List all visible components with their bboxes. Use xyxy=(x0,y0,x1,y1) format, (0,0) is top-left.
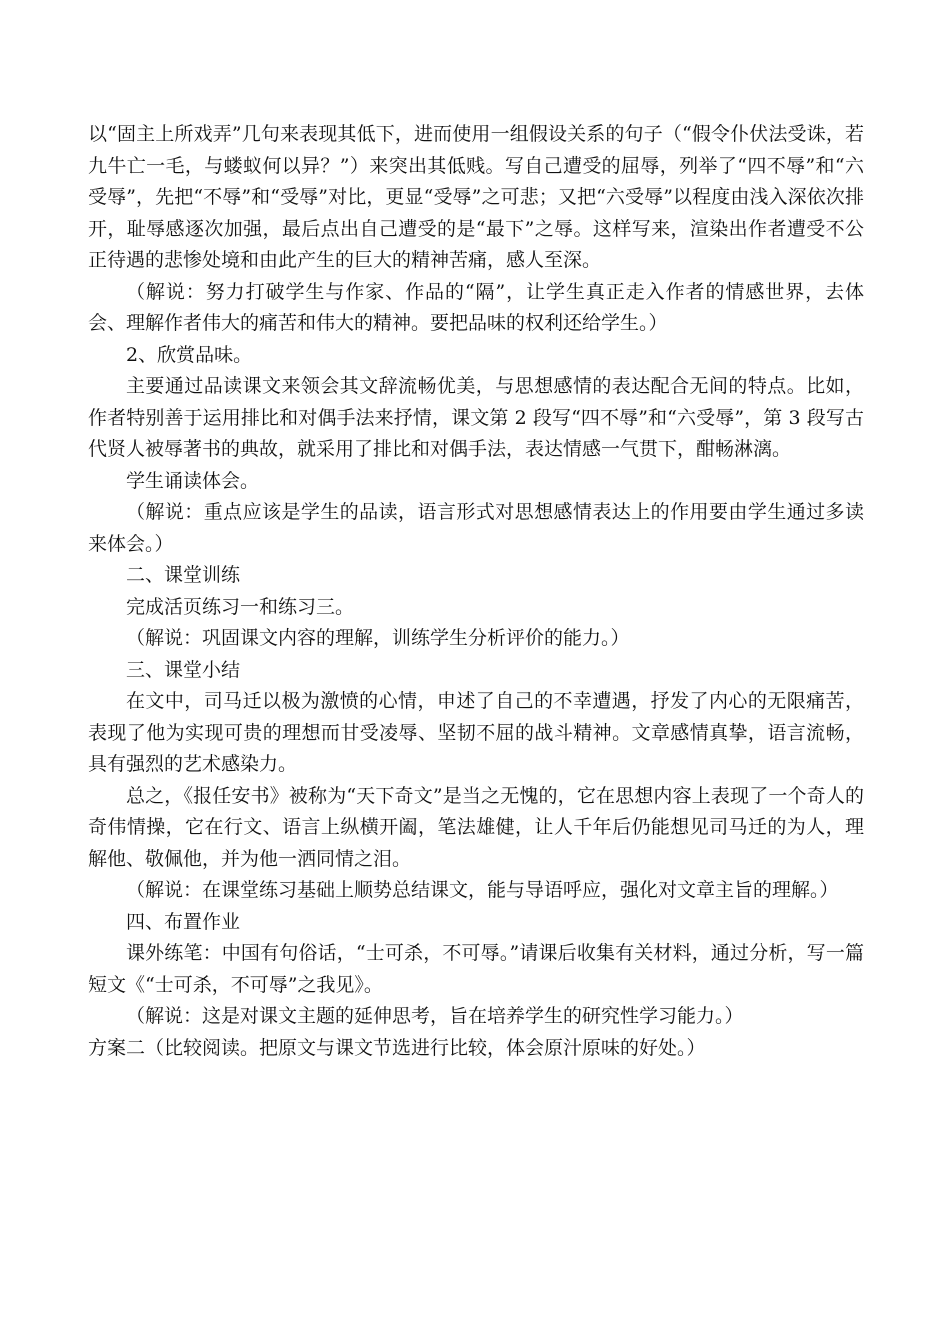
paragraph-conclusion: 总之，《报任安书》被称为“天下奇文”是当之无愧的，它在思想内容上表现了一个奇人的奇伟情操，它在行文、语言上纵横开阖，笔法雄健，让人千年后仍能想见司马迁的为人，理解他、敬佩他，并为他一洒同情之泪。 xyxy=(88,784,864,870)
section-heading-appreciation: 2、欣赏品味。 xyxy=(126,343,253,366)
paragraph-plan-two: 方案二（比较阅读。把原文与课文节选进行比较，体会原汁原味的好处。） xyxy=(88,1036,706,1059)
paragraph-summary: 在文中，司马迁以极为激愤的心情，申述了自己的不幸遭遇，抒发了内心的无限痛苦，表现了他为实现可贵的理想而甘受凌辱、坚韧不屈的战斗精神。文章感情真挚，语言流畅，具有强烈的艺术感染力。 xyxy=(88,690,864,775)
paragraph-commentary-4: （解说：在课堂练习基础上顺势总结课文，能与导语呼应，强化对文章主旨的理解。） xyxy=(126,879,839,901)
paragraph-student-reading: 学生诵读体会。 xyxy=(126,469,260,492)
section-heading-homework: 四、布置作业 xyxy=(126,910,241,933)
section-heading-classroom-training: 二、课堂训练 xyxy=(126,564,241,586)
paragraph-appreciation: 主要通过品读课文来领会其文辞流畅优美，与思想感情的表达配合无间的特点。比如，作者特别善于运用排比和对偶手法来抒情，课文第 2 段写“四不辱”和“六受辱”，第 3 段写古代贤人被辱著书的典故，就采用了排比和对偶手法，表达情感一气贯下，酣畅淋漓。 xyxy=(88,375,864,460)
paragraph-commentary-2: （解说：重点应该是学生的品读，语言形式对思想感情表达上的作用要由学生通过多读来体会。） xyxy=(88,501,864,555)
paragraph-homework: 课外练笔：中国有句俗话，“士可杀，不可辱。”请课后收集有关材料，通过分析，写一篇短文《“士可杀，不可辱”之我见》。 xyxy=(88,942,864,996)
paragraph-exercises: 完成活页练习一和练习三。 xyxy=(126,595,355,618)
paragraph-analysis-continued: 以“固主上所戏弄”几句来表现其低下，进而使用一组假设关系的句子（“假令仆伏法受诛，若九牛亡一毛，与蝼蚁何以异？”）来突出其低贱。写自己遭受的屈辱，列举了“四不辱”和“六受辱”，先把“不辱”和“受辱”对比，更显“受辱”之可悲；又把“六受辱”以程度由浅入深依次排开，耻辱感逐次加强，最后点出自己遭受的是“最下”之辱。这样写来，渲染出作者遭受不公正待遇的悲惨处境和由此产生的巨大的精神苦痛，感人至深。 xyxy=(88,123,864,271)
paragraph-commentary-5: （解说：这是对课文主题的延伸思考，旨在培养学生的研究性学习能力。） xyxy=(126,1005,744,1027)
document-page xyxy=(88,119,864,1064)
paragraph-commentary-3: （解说：巩固课文内容的理解，训练学生分析评价的能力。） xyxy=(126,627,630,649)
section-heading-summary: 三、课堂小结 xyxy=(126,658,241,681)
paragraph-commentary-1: （解说：努力打破学生与作家、作品的“隔”，让学生真正走入作者的情感世界，去体会、理解作者伟大的痛苦和伟大的精神。要把品味的权利还给学生。） xyxy=(88,280,864,334)
